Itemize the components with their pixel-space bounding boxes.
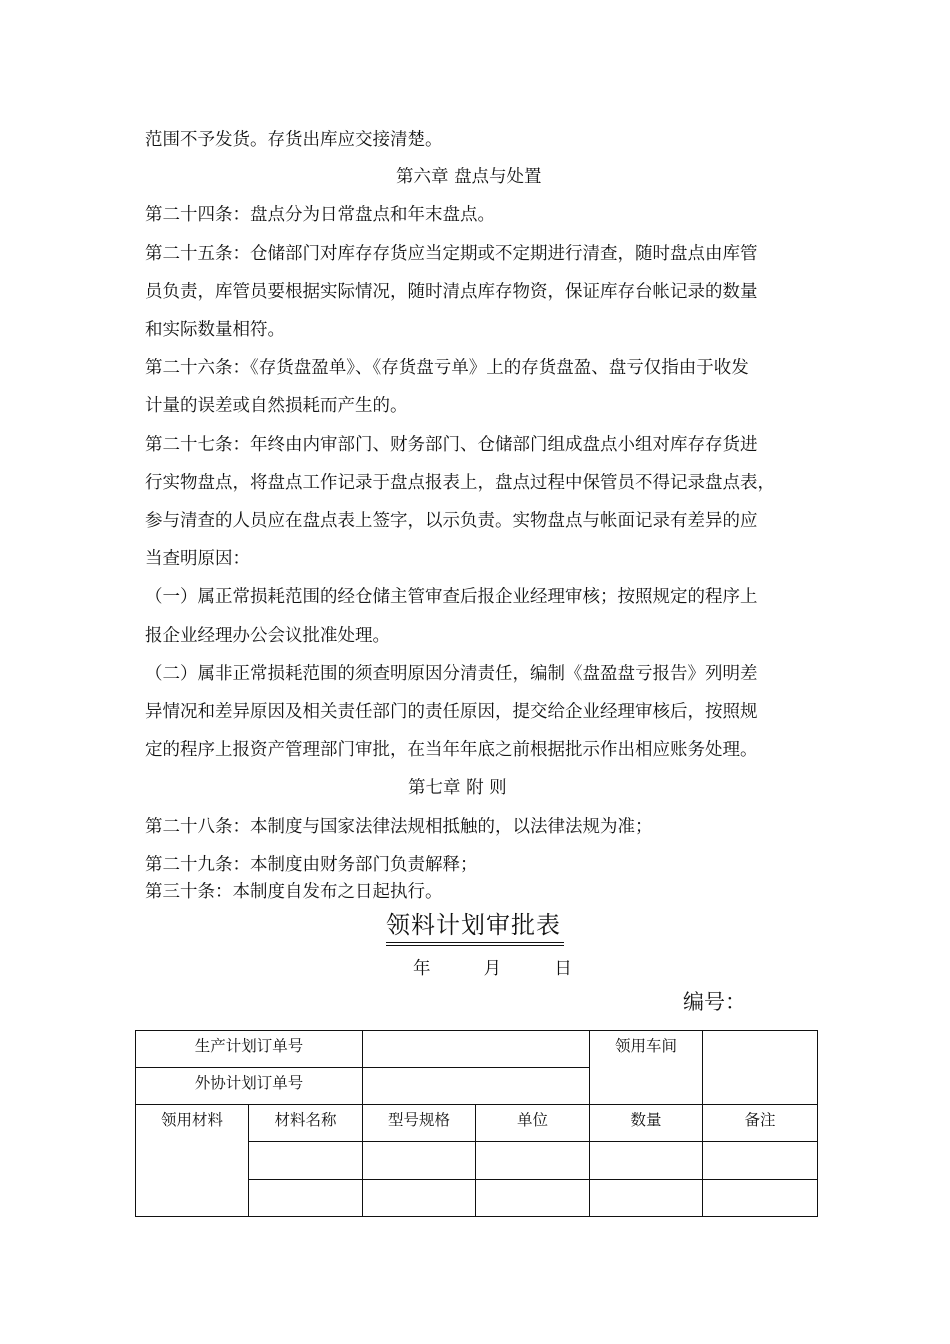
body-line: 第二十五条：仓储部门对库存存货应当定期或不定期进行清查，随时盘点由库管 bbox=[145, 244, 758, 264]
body-line: 范围不予发货。存货出库应交接清楚。 bbox=[145, 130, 443, 150]
body-line: 第三十条：本制度自发布之日起执行。 bbox=[145, 882, 443, 902]
column-header-quantity: 数量 bbox=[590, 1105, 703, 1142]
form-title: 领料计划审批表 bbox=[386, 911, 561, 939]
body-line: 和实际数量相符。 bbox=[145, 320, 285, 340]
body-line: （二）属非正常损耗范围的须查明原因分清责任，编制《盘盈盘亏报告》列明差 bbox=[145, 664, 758, 684]
table-cell[interactable] bbox=[590, 1142, 703, 1180]
table-cell[interactable] bbox=[363, 1142, 476, 1180]
chapter-heading-7: 第七章 附 则 bbox=[408, 778, 507, 798]
body-line: 计量的误差或自然损耗而产生的。 bbox=[145, 396, 408, 416]
body-line: 第二十八条：本制度与国家法律法规相抵触的，以法律法规为准； bbox=[145, 817, 653, 837]
production-order-label: 生产计划订单号 bbox=[136, 1031, 363, 1068]
table-cell[interactable] bbox=[363, 1180, 476, 1217]
date-month: 月 bbox=[483, 959, 502, 979]
serial-number-label: 编号： bbox=[683, 990, 746, 1014]
production-order-value[interactable] bbox=[363, 1031, 590, 1068]
date-row bbox=[413, 958, 572, 980]
body-line: 当查明原因： bbox=[145, 549, 250, 569]
body-line: 第二十九条：本制度由财务部门负责解释； bbox=[145, 855, 478, 875]
column-header-unit: 单位 bbox=[476, 1105, 590, 1142]
date-year: 年 bbox=[413, 959, 431, 979]
body-line: （一）属正常损耗范围的经仓储主管审查后报企业经理审核；按照规定的程序上 bbox=[145, 587, 758, 607]
body-line: 异情况和差异原因及相关责任部门的责任原因，提交给企业经理审核后，按照规 bbox=[145, 702, 758, 722]
table-cell[interactable] bbox=[476, 1180, 590, 1217]
table-cell[interactable] bbox=[703, 1142, 818, 1180]
workshop-value[interactable] bbox=[703, 1031, 818, 1105]
chapter-heading-6: 第六章 盘点与处置 bbox=[396, 167, 542, 187]
column-header-remarks: 备注 bbox=[703, 1105, 818, 1142]
table-cell[interactable] bbox=[476, 1142, 590, 1180]
body-line: 行实物盘点，将盘点工作记录于盘点报表上，盘点过程中保管员不得记录盘点表， bbox=[145, 473, 775, 493]
body-line: 参与清查的人员应在盘点表上签字，以示负责。实物盘点与帐面记录有差异的应 bbox=[145, 511, 758, 531]
body-line: 定的程序上报资产管理部门审批，在当年年底之前根据批示作出相应账务处理。 bbox=[145, 740, 758, 760]
date-day: 日 bbox=[554, 959, 572, 979]
workshop-label: 领用车间 bbox=[590, 1031, 703, 1105]
outsourcing-order-label: 外协计划订单号 bbox=[136, 1068, 363, 1105]
column-header-spec: 型号规格 bbox=[363, 1105, 476, 1142]
materials-label: 领用材料 bbox=[136, 1105, 249, 1217]
column-header-material-name: 材料名称 bbox=[249, 1105, 363, 1142]
title-underline bbox=[386, 942, 564, 943]
body-line: 员负责，库管员要根据实际情况，随时清点库存物资，保证库存台帐记录的数量 bbox=[145, 282, 758, 302]
body-line: 第二十七条：年终由内审部门、财务部门、仓储部门组成盘点小组对库存存货进 bbox=[145, 435, 758, 455]
body-line: 第二十六条：《存货盘盈单》、《存货盘亏单》上的存货盘盈、盘亏仅指由于收发 bbox=[145, 358, 749, 378]
outsourcing-order-value[interactable] bbox=[363, 1068, 590, 1105]
title-underline bbox=[386, 945, 564, 946]
table-cell[interactable] bbox=[703, 1180, 818, 1217]
body-line: 报企业经理办公会议批准处理。 bbox=[145, 626, 390, 646]
table-cell[interactable] bbox=[249, 1180, 363, 1217]
table-cell[interactable] bbox=[590, 1180, 703, 1217]
body-line: 第二十四条：盘点分为日常盘点和年末盘点。 bbox=[145, 205, 495, 225]
requisition-table bbox=[135, 1030, 818, 1217]
table-cell[interactable] bbox=[249, 1142, 363, 1180]
